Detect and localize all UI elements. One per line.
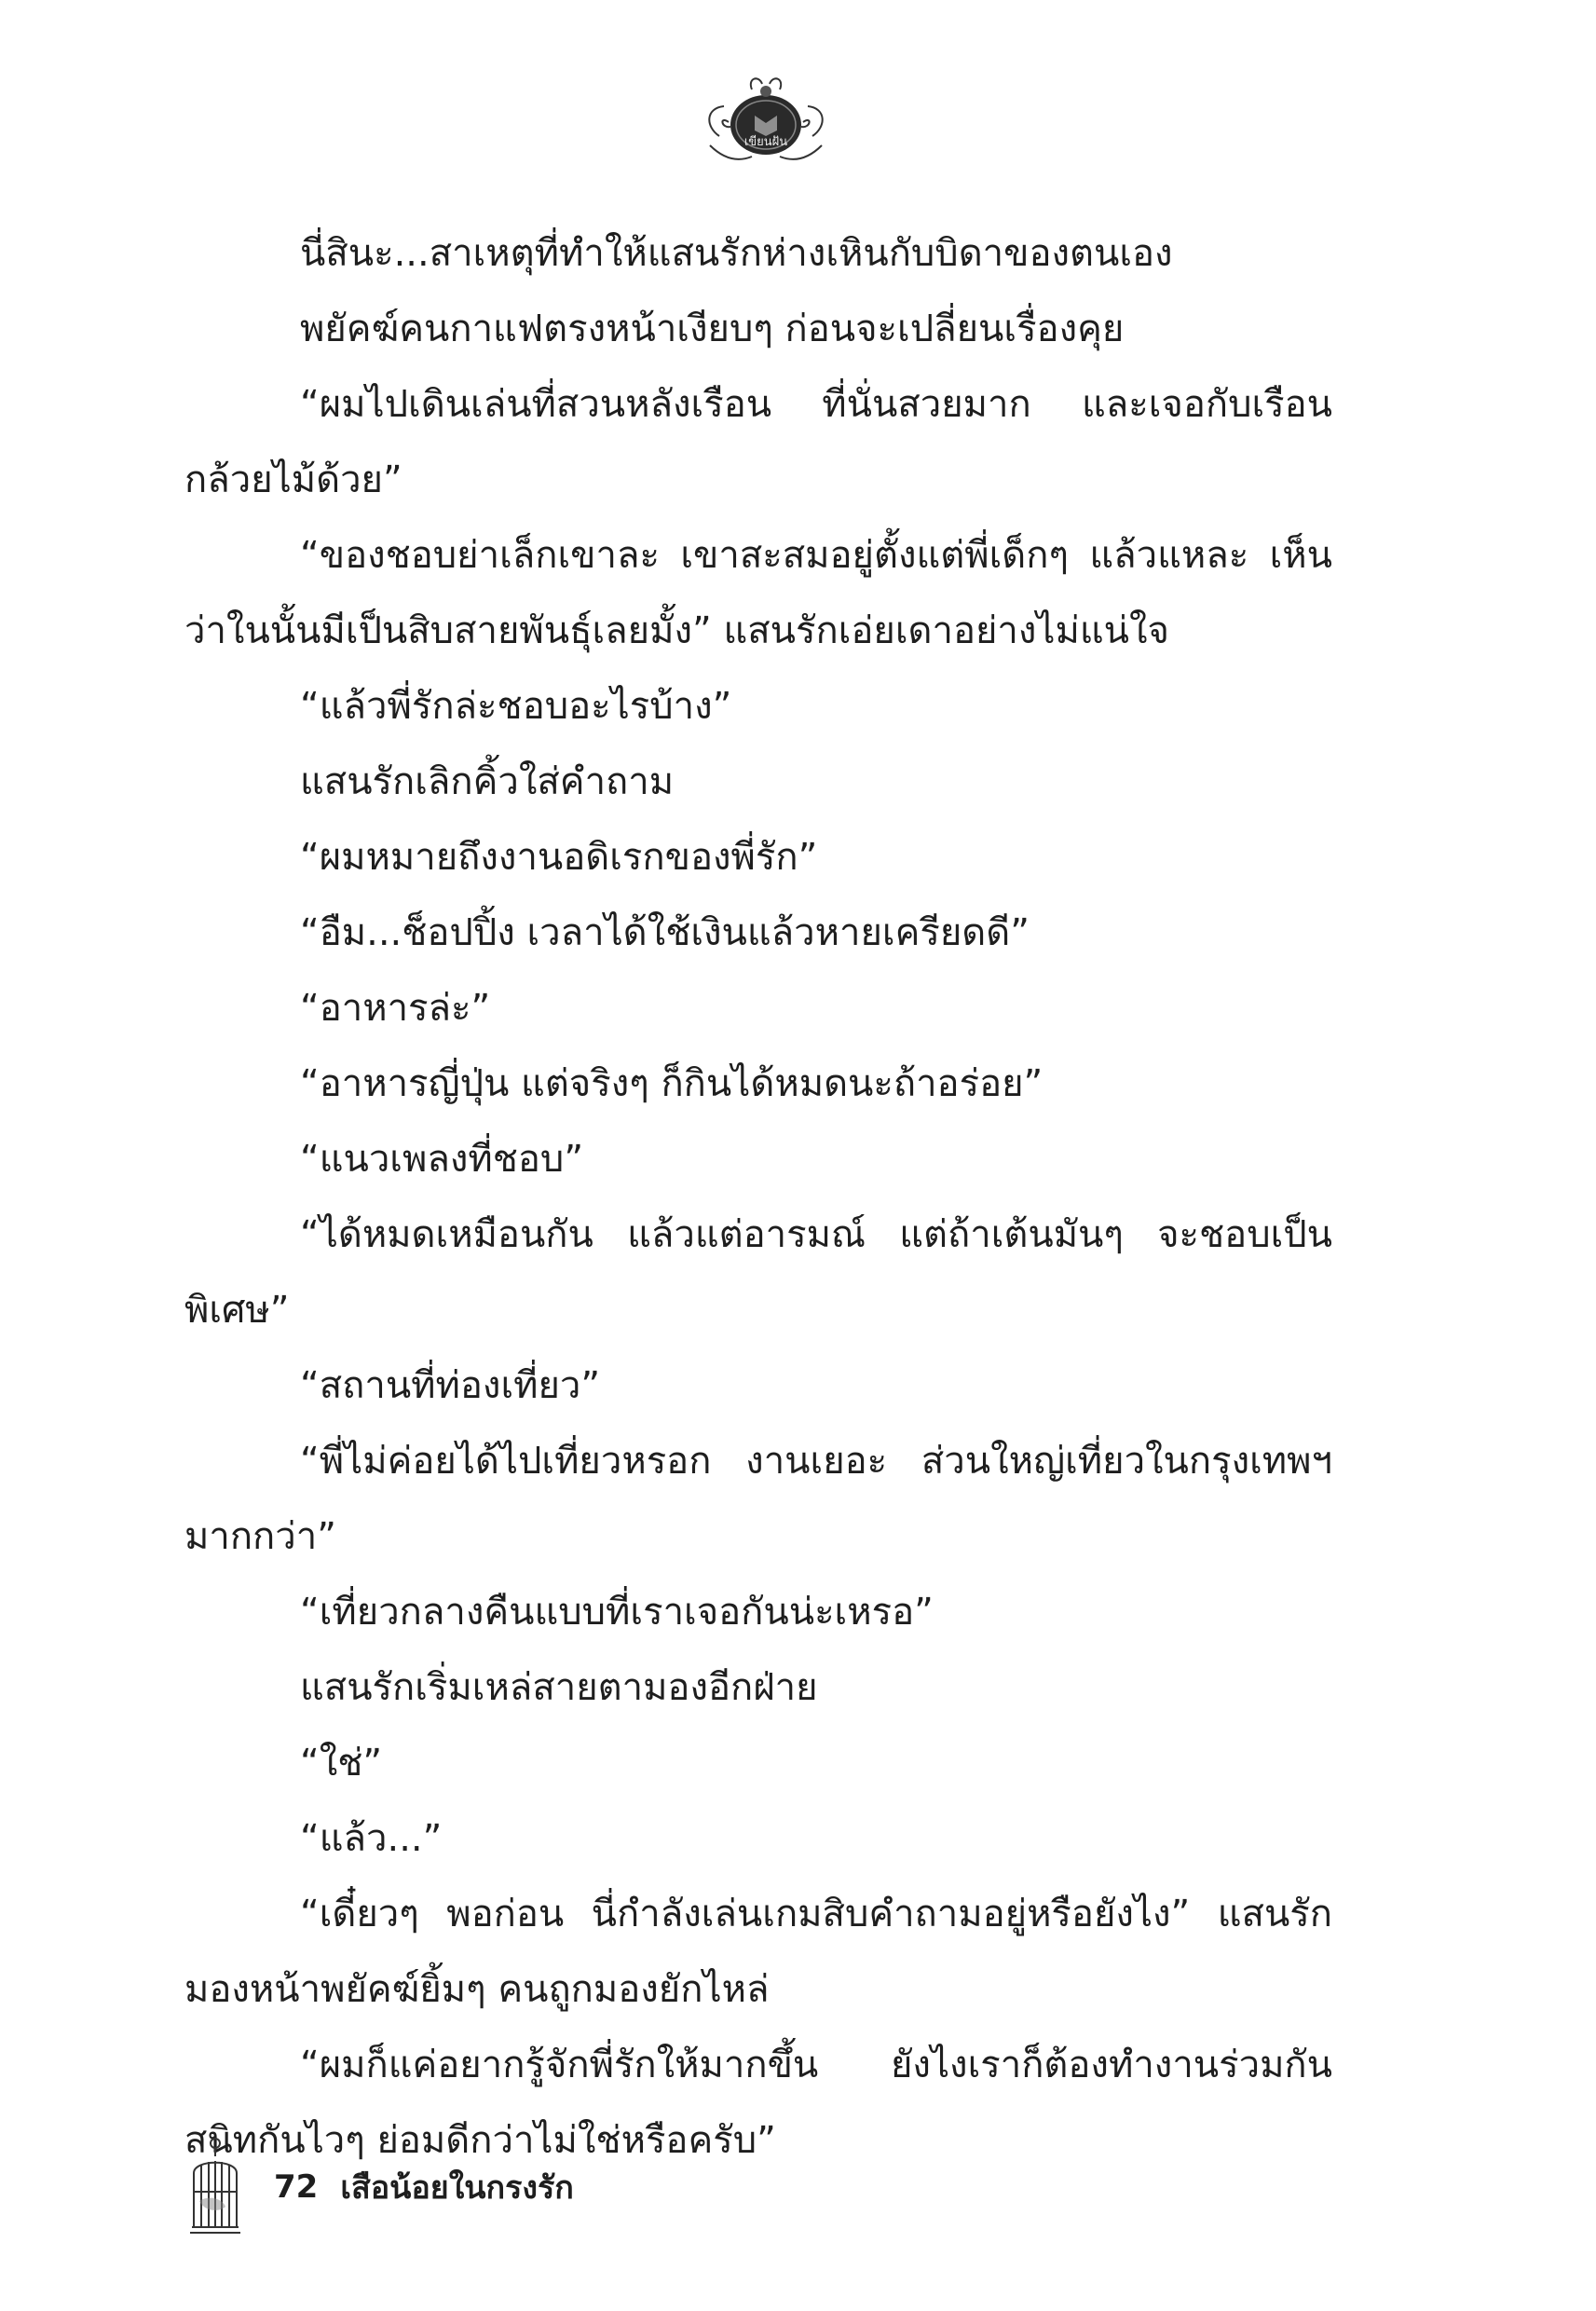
paragraph-15: “เที่ยวกลางคืนแบบที่เราเจอกันน่ะเหรอ” <box>300 1591 934 1634</box>
paragraph-6: แสนรักเลิกคิ้วใส่คำถาม <box>300 760 675 803</box>
publisher-logo <box>701 71 831 173</box>
paragraph-4: “ของชอบย่าเล็กเขาละ เขาสะสมอยู่ตั้งแต่พี่เด็กๆ แล้วแหละ เห็นว่าในนั้นมีเป็นสิบสายพันธุ์เลยมั้ง” แสนรักเอ่ยเดาอย่างไม่แน่ใจ <box>184 534 1332 652</box>
paragraph-1: นี่สินะ...สาเหตุที่ทำให้แสนรักห่างเหินกับบิดาของตนเอง <box>300 232 1173 275</box>
paragraph-3: “ผมไปเดินเล่นที่สวนหลังเรือน ที่นั่นสวยมาก และเจอกับเรือนกล้วยไม้ด้วย” <box>184 383 1332 501</box>
birdcage-icon <box>184 2136 246 2238</box>
paragraph-17: “ใช่” <box>300 1742 383 1785</box>
paragraph-13: “สถานที่ท่องเที่ยว” <box>300 1364 601 1407</box>
page-number: 72 <box>274 2168 319 2206</box>
paragraph-20: “ผมก็แค่อยากรู้จักพี่รักให้มากขึ้น ยังไงเราก็ต้องทำงานร่วมกัน สนิทกันไวๆ ย่อมดีกว่าไม่ใช่หรือครับ” <box>184 2044 1332 2162</box>
paragraph-8: “อืม...ช็อปปิ้ง เวลาได้ใช้เงินแล้วหายเครียดดี” <box>300 911 1030 954</box>
paragraph-19: “เดี๋ยวๆ พอก่อน นี่กำลังเล่นเกมสิบคำถามอยู่หรือยังไง” แสนรักมองหน้าพยัคฆ์ยิ้มๆ คนถูกมองยักไหล่ <box>184 1893 1332 2011</box>
paragraph-9: “อาหารล่ะ” <box>300 987 491 1030</box>
paragraph-5: “แล้วพี่รักล่ะชอบอะไรบ้าง” <box>300 685 732 728</box>
paragraph-11: “แนวเพลงที่ชอบ” <box>300 1138 584 1181</box>
book-title: เสือน้อยในกรงรัก <box>340 2169 574 2207</box>
paragraph-7: “ผมหมายถึงงานอดิเรกของพี่รัก” <box>300 836 818 879</box>
logo-text: เขียนฝัน <box>743 135 788 149</box>
paragraph-18: “แล้ว...” <box>300 1817 443 1860</box>
paragraph-14: “พี่ไม่ค่อยได้ไปเที่ยวหรอก งานเยอะ ส่วนใหญ่เที่ยวในกรุงเทพฯ มากกว่า” <box>184 1440 1332 1558</box>
paragraph-10: “อาหารญี่ปุ่น แต่จริงๆ ก็กินได้หมดนะถ้าอร่อย” <box>300 1062 1044 1105</box>
body-text <box>184 216 1332 2179</box>
paragraph-2: พยัคฆ์คนกาแฟตรงหน้าเงียบๆ ก่อนจะเปลี่ยนเรื่องคุย <box>300 308 1125 350</box>
paragraph-16: แสนรักเริ่มเหล่สายตามองอีกฝ่าย <box>300 1666 818 1709</box>
page-footer <box>184 2136 574 2238</box>
paragraph-12: “ได้หมดเหมือนกัน แล้วแต่อารมณ์ แต่ถ้าเต้นมันๆ จะชอบเป็นพิเศษ” <box>184 1213 1332 1332</box>
